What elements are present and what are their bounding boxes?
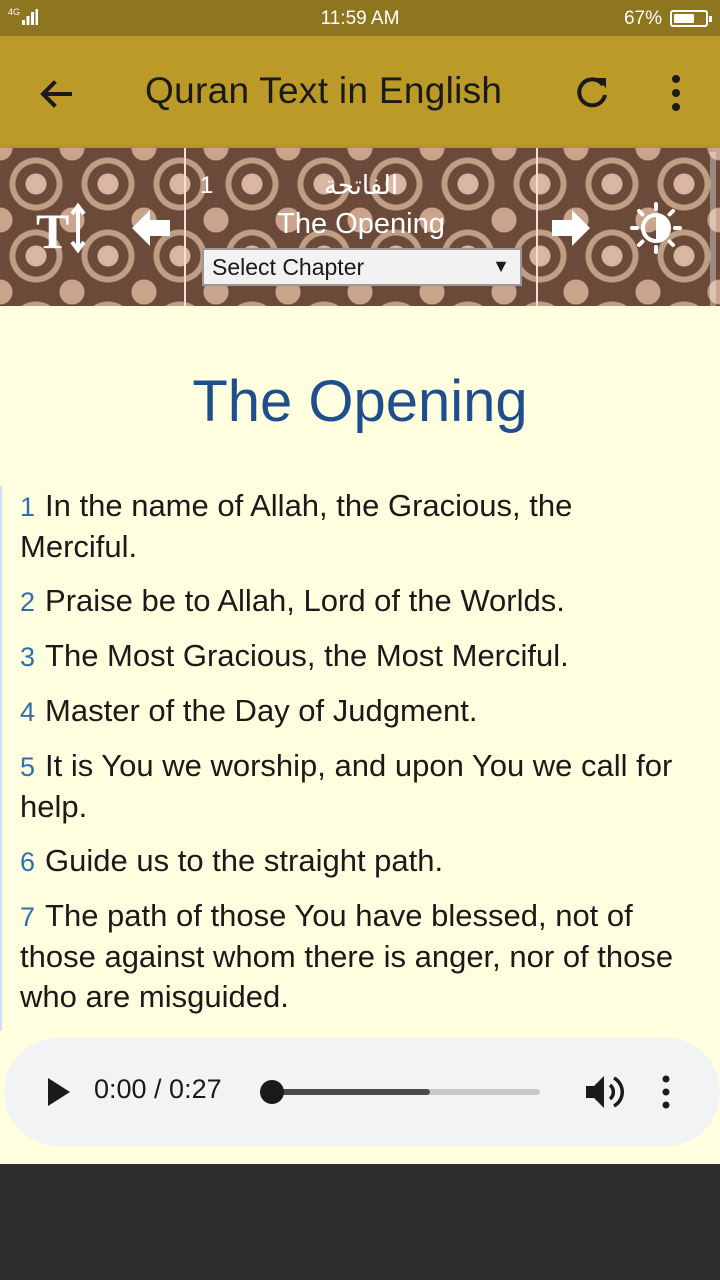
chapter-heading: The Opening [192,369,528,434]
verse-text: Master of the Day of Judgment. [45,693,478,728]
network-type: 4G [8,7,21,17]
verse-item [2,486,720,567]
verse-number: 7 [20,902,36,932]
app-bar [0,36,720,148]
dropdown-caret-icon: ▼ [492,256,510,276]
battery-percent: 67% [623,8,662,29]
more-vert-icon[interactable] [658,70,694,116]
verse-item [2,746,720,827]
chapter-content [0,306,720,1164]
status-bar [0,0,720,36]
verse-item [2,841,720,882]
audio-seek-handle[interactable] [260,1080,284,1104]
audio-more-icon[interactable] [656,1074,676,1110]
verse-number: 3 [20,642,36,672]
verse-text: In the name of Allah, the Gracious, the Merciful. [20,488,573,564]
chapter-arabic-name: الفاتحة [323,170,399,200]
chapter-number: 1 [200,172,214,199]
verse-text: Guide us to the straight path. [45,843,444,878]
play-icon[interactable] [44,1076,74,1108]
verse-text: The path of those You have blessed, not of those against whom there is anger, nor of those who are misguided. [20,898,674,1014]
text-size-icon[interactable] [34,200,94,256]
back-arrow-icon[interactable] [34,72,78,116]
audio-seek-bar[interactable] [272,1089,540,1095]
select-chapter-dropdown[interactable] [202,248,522,286]
prev-chapter-icon[interactable] [132,210,172,246]
verse-text: The Most Gracious, the Most Merciful. [45,638,569,673]
verse-item [2,896,720,1017]
select-chapter-label: Select Chapter [212,254,365,280]
bottom-empty-area [0,1164,720,1280]
verse-number: 2 [20,587,36,617]
scrollbar [710,152,716,306]
audio-buffered [272,1089,430,1095]
audio-time: 0:00 / 0:27 [94,1074,222,1104]
verse-number: 5 [20,752,36,782]
verse-number: 4 [20,697,36,727]
verse-item [2,636,720,677]
chapter-english-name: The Opening [277,208,445,240]
divider [536,148,538,306]
volume-icon[interactable] [584,1072,626,1112]
verse-number: 1 [20,492,36,522]
audio-player [4,1038,720,1146]
battery-icon [670,10,708,27]
svg-text:T: T [36,203,70,256]
next-chapter-icon[interactable] [550,210,590,246]
verse-number: 6 [20,847,36,877]
verse-item [2,691,720,732]
verse-item [2,581,720,622]
verse-text: Praise be to Allah, Lord of the Worlds. [45,583,565,618]
refresh-icon[interactable] [570,70,614,114]
verse-text: It is You we worship, and upon You we call for help. [20,748,673,824]
clock: 11:59 AM [320,8,400,29]
page-title: Quran Text in English [145,70,503,111]
verse-list [0,486,720,1031]
chapter-toolbar [0,148,720,306]
brightness-icon[interactable] [630,202,682,254]
